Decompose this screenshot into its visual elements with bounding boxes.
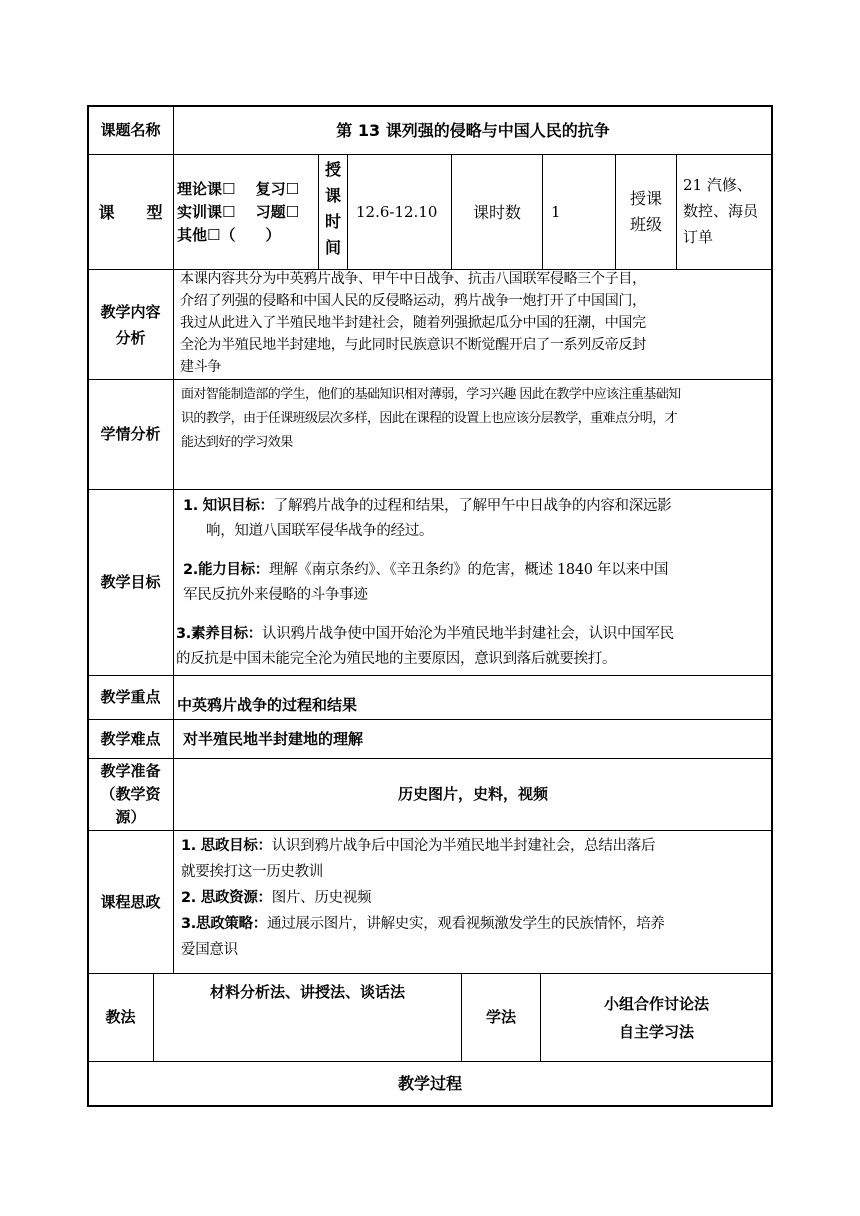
teaching-process-title: 教学过程 [397,1074,462,1093]
ideology-strategy-line1: 通过展示图片，讲解史实，观看视频激发学生的民族情怀，培养 [267,916,665,932]
student-analysis-line: 能达到好的学习效果 [181,435,293,450]
ability-objective-line2: 军民反抗外来侵略的斗争事迹 [183,587,368,603]
topic-title: 第 13 课列强的侵略与中国人民的抗争 [336,121,610,140]
teaching-time-label-char: 间 [324,238,341,257]
content-analysis-label [88,270,173,379]
key-points-value: 中英鸦片战争的过程和结果 [177,696,358,714]
preparation-label-line2: （教学资 [100,785,161,803]
course-type-options [177,178,318,248]
class-value-line3: 订单 [683,228,714,246]
course-type-options-line2: 实训课☐ 习题☐ [177,203,300,221]
teaching-time-label-char: 课 [324,186,341,205]
class-hours-value: 1 [551,202,561,221]
teaching-time-label-char: 授 [324,160,341,179]
preparation-label-line3: 源） [115,808,146,826]
course-type-options-line1: 理论课☐ 复习☐ [177,180,300,198]
content-analysis-line: 全沦为半殖民地半封建地，与此同时民族意识不断觉醒开启了一系列反帝反封 [180,337,646,353]
objectives-text [176,494,773,674]
content-analysis-label-line1: 教学内容 [100,302,161,321]
ideology-resource-value: 图片、历史视频 [271,890,372,906]
ideology-strategy-line2: 爱国意识 [181,942,238,958]
class-value [683,172,773,262]
teaching-method-value: 材料分析法、讲授法、谈话法 [209,983,405,1001]
literacy-objective-line1: 认识鸦片战争使中国开始沦为半殖民地半封建社会，认识中国军民 [262,626,674,642]
class-label-line1: 授课 [629,189,662,208]
ideology-goal-title: 1. 思政目标： [181,838,272,854]
ability-objective [176,558,773,583]
teaching-time-label [319,157,347,269]
learning-method-line1: 小组合作讨论法 [603,994,709,1013]
knowledge-objective-title: 1. 知识目标： [183,498,274,514]
preparation-label [88,759,173,830]
class-value-line1: 21 汽修、 [683,176,752,194]
topic-label: 课题名称 [100,121,161,139]
ideology-label: 课程思政 [100,892,161,911]
ideology-text [176,833,773,971]
learning-method-label: 学法 [485,1008,516,1026]
ideology-strategy [181,911,773,937]
literacy-objective-title: 3.素养目标： [176,626,262,642]
teaching-method-label: 教法 [105,1008,136,1026]
ideology-strategy-title: 3.思政策略： [181,916,267,932]
course-type-options-line3: 其他☐（ ） [177,226,281,244]
content-analysis-line: 本课内容共分为中英鸦片战争、甲午中日战争、抗击八国联军侵略三个子目， [180,271,646,287]
class-label-line2: 班级 [629,215,662,234]
learning-method-line2: 自主学习法 [618,1022,694,1041]
literacy-objective [176,622,773,647]
class-hours-label: 课时数 [472,202,521,222]
teaching-time-label-char: 时 [324,212,341,231]
class-label [616,155,676,269]
difficulties-label: 教学难点 [100,729,161,748]
ideology-goal-line2: 就要挨打这一历史教训 [181,864,323,880]
literacy-objective-line2: 的反抗是中国未能完全沦为殖民地的主要原因，意识到落后就要挨打。 [176,651,617,667]
preparation-value: 历史图片，史料，视频 [397,785,548,803]
student-analysis-text [176,383,773,483]
course-type-label: 课 型 [98,202,163,222]
knowledge-objective-line2: 响，知道八国联军侵华战争的经过。 [206,523,434,539]
class-value-line2: 数控、海员 [683,202,759,220]
content-analysis-line: 我过从此进入了半殖民地半封建社会，随着列强掀起瓜分中国的狂潮，中国完 [180,315,646,331]
key-points-label: 教学重点 [100,688,161,706]
objectives-label: 教学目标 [100,573,161,591]
learning-method-value [541,974,772,1061]
ability-objective-line1: 理解《南京条约》、《辛丑条约》的危害，概述 1840 年以来中国 [269,562,669,578]
student-analysis-line: 面对智能制造部的学生，他们的基础知识相对薄弱，学习兴趣 因此在教学中应该注重基础知 [181,387,681,402]
ideology-goal [181,833,773,859]
ideology-resource [181,885,773,911]
content-analysis-text [176,268,773,378]
knowledge-objective [176,494,773,519]
preparation-label-line1: 教学准备 [100,762,161,780]
difficulties-value: 对半殖民地半封建地的理解 [183,729,364,748]
student-analysis-label: 学情分析 [100,425,161,443]
knowledge-objective-line1: 了解鸦片战争的过程和结果，了解甲午中日战争的内容和深远影 [273,498,672,514]
content-analysis-line: 建斗争 [180,359,222,375]
content-analysis-label-line2: 分析 [115,328,146,347]
ability-objective-title: 2.能力目标： [183,562,269,578]
content-analysis-line: 介绍了列强的侵略和中国人民的反侵略运动，鸦片战争一炮打开了中国国门， [180,293,646,309]
student-analysis-line: 识的教学，由于任课班级层次多样，因此在课程的设置上也应该分层教学，重难点分明，才 [181,411,678,426]
ideology-resource-title: 2. 思政资源： [181,890,272,906]
teaching-time-value: 12.6-12.10 [356,202,438,221]
ideology-goal-line1: 认识到鸦片战争后中国沦为半殖民地半封建社会，总结出落后 [271,838,656,854]
